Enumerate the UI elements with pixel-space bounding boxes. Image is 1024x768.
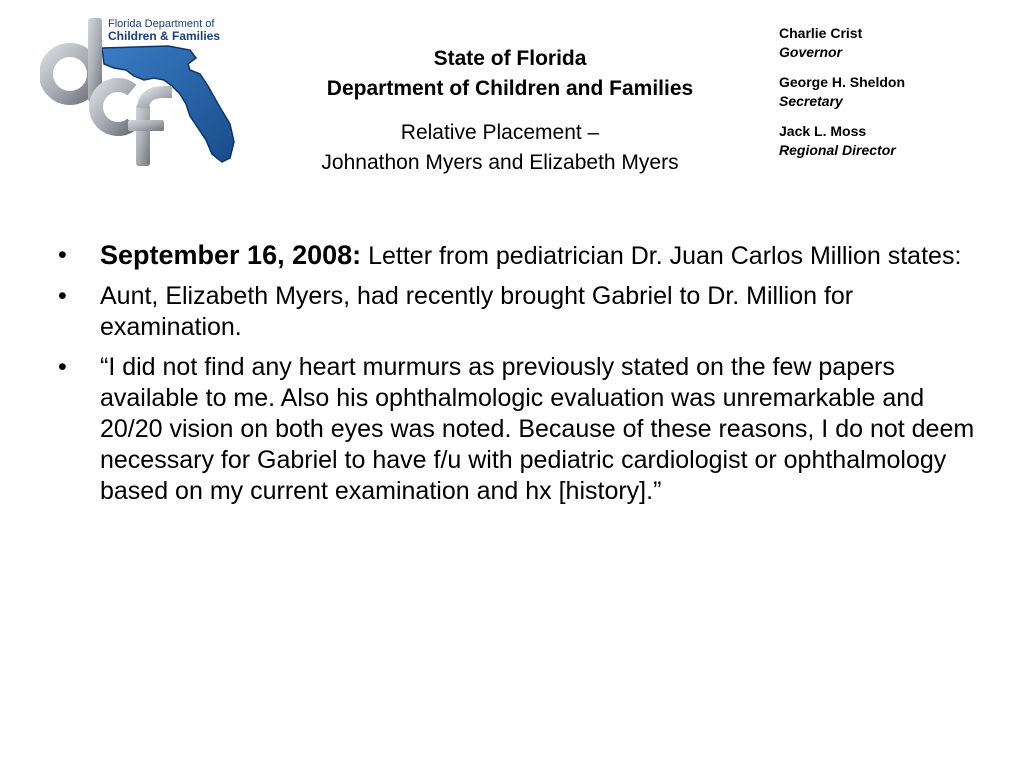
florida-map-shape <box>102 46 234 162</box>
logo-letter-f <box>128 92 172 166</box>
bullet-date: September 16, 2008: <box>100 240 362 270</box>
official-regional-director <box>779 122 999 160</box>
official-name: Charlie Crist <box>779 25 863 41</box>
logo-caption-line1: Florida Department of <box>108 18 215 30</box>
bullet-marker: • <box>58 241 67 269</box>
official-title: Governor <box>779 44 843 60</box>
official-governor <box>779 24 999 62</box>
slide-subtitle-line1: Relative Placement – <box>400 121 600 144</box>
officials-list <box>779 24 999 171</box>
official-title: Secretary <box>779 93 843 109</box>
bullet-item <box>58 281 978 343</box>
bullet-text: “I did not find any heart murmurs as previously stated on the few papers available to me. Also his ophthalmologic evaluation was unremarkable and 20/20 vision on both eyes was noted. Because of these reasons, I do not deem necessary for Gabriel to have f/u with pediatric cardiologist or ophthalmology based on my current examination and hx [history].” <box>100 353 975 505</box>
bullet-marker: • <box>58 282 67 310</box>
official-name: George H. Sheldon <box>779 74 906 90</box>
official-name: Jack L. Moss <box>779 123 867 139</box>
bullet-marker: • <box>58 353 67 381</box>
bullet-list <box>58 240 978 516</box>
bullet-text: Aunt, Elizabeth Myers, had recently brought Gabriel to Dr. Million for examination. <box>100 282 854 341</box>
bullet-item <box>58 352 978 507</box>
slide-subtitle <box>260 118 740 178</box>
slide-subtitle-line2: Johnathon Myers and Elizabeth Myers <box>321 151 679 174</box>
org-title <box>270 44 750 104</box>
logo-letter-c <box>96 85 132 129</box>
logo-letter-d <box>46 18 102 102</box>
org-title-line2: Department of Children and Families <box>326 77 694 100</box>
dcf-logo <box>40 12 240 170</box>
logo-caption-line2: Children & Families <box>108 29 221 43</box>
bullet-text: Letter from pediatrician Dr. Juan Carlos Million states: <box>361 242 962 270</box>
official-secretary <box>779 73 999 111</box>
logo-caption <box>108 18 258 42</box>
org-title-line1: State of Florida <box>433 47 587 70</box>
bullet-item <box>58 240 978 272</box>
official-title: Regional Director <box>779 142 896 158</box>
